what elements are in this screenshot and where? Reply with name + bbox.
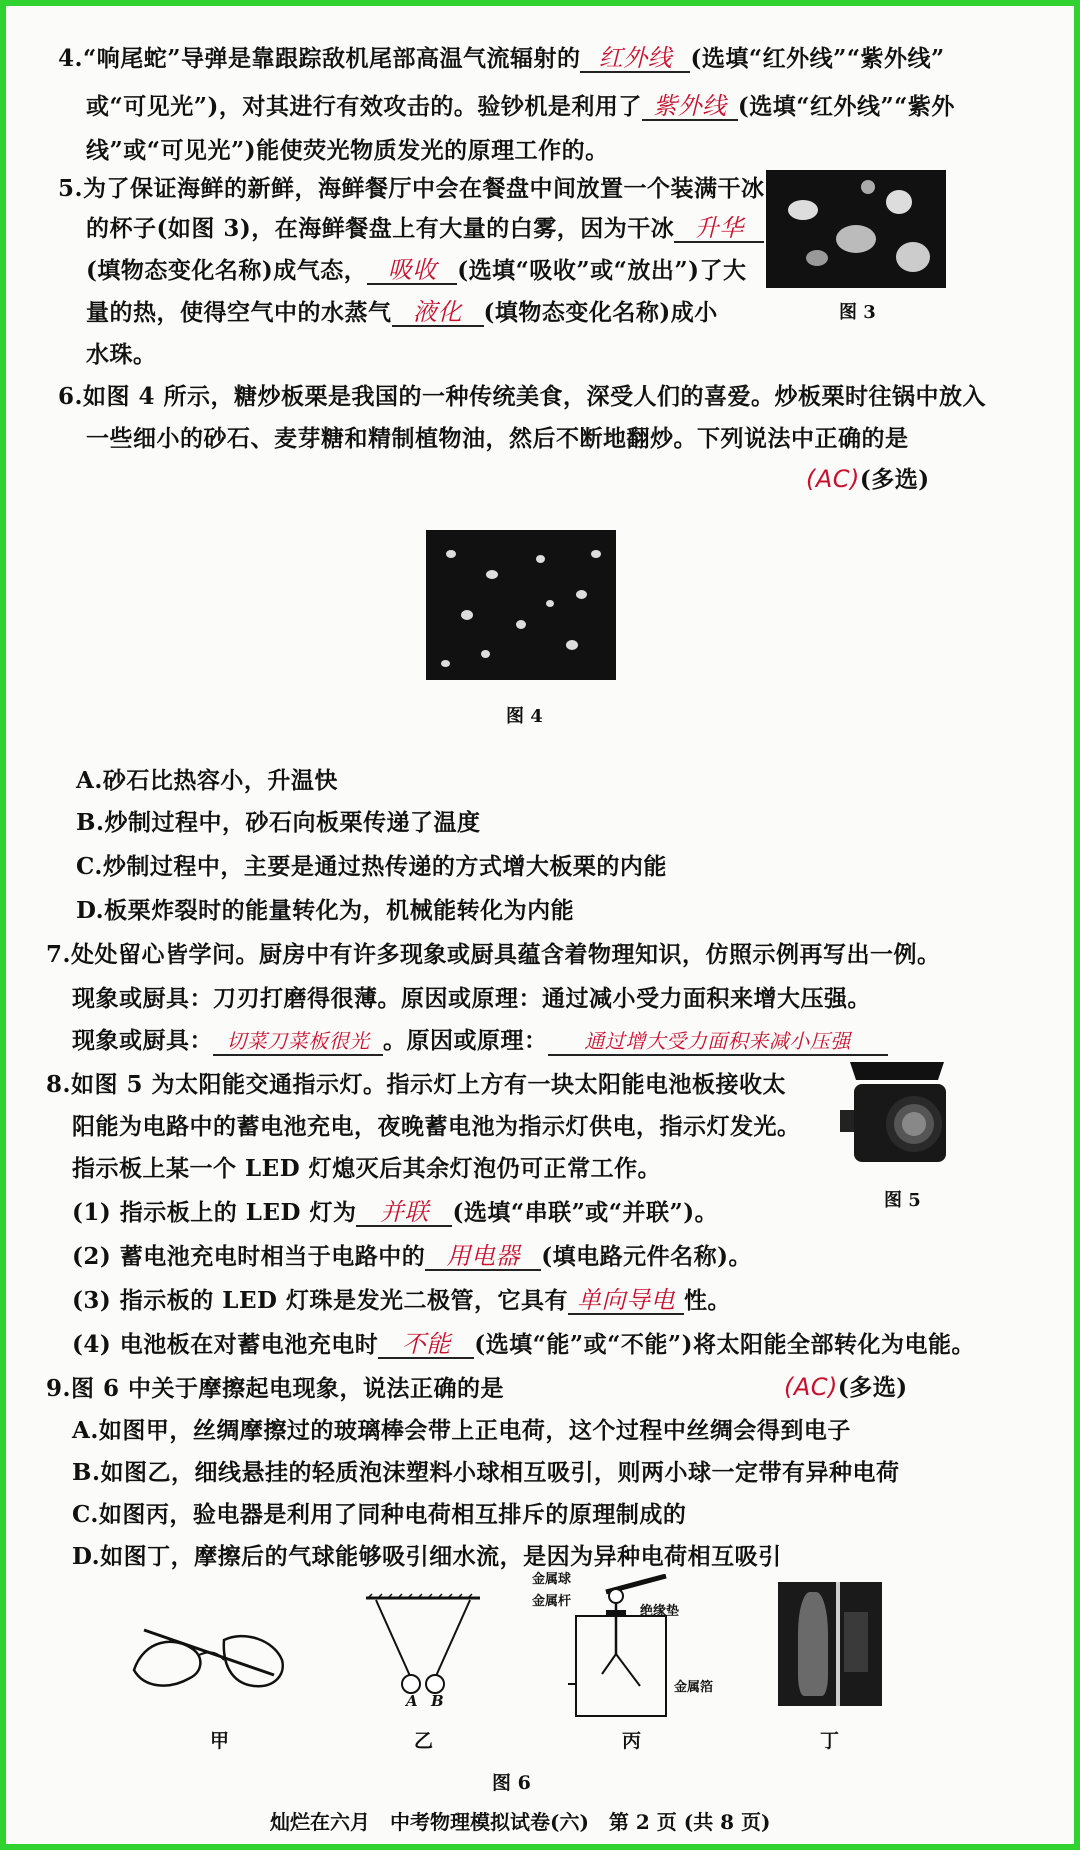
q9-option-d: D.如图丁，摩擦后的气球能够吸引细水流，是因为异种电荷相互吸引 <box>72 1543 782 1570</box>
q4-line3: 线”或“可见光”)能使荧光物质发光的原理工作的。 <box>86 137 609 164</box>
q8-answer-2: 用电器 <box>425 1243 541 1271</box>
q6-answer-line <box>806 464 930 495</box>
q6-line1: 6.如图 4 所示，糖炒板栗是我国的一种传统美食，深受人们的喜爱。炒板栗时往锅中放入 <box>58 383 987 410</box>
q7-answer-1: 切菜刀菜板很光 <box>213 1028 383 1056</box>
figure-6-yi-hanging-balls <box>358 1592 488 1704</box>
q8-line1: 8.如图 5 为太阳能交通指示灯。指示灯上方有一块太阳能电池板接收太 <box>46 1071 787 1098</box>
q8-answer-4: 不能 <box>378 1331 474 1359</box>
q5-text: (填物态变化名称)成气态， <box>86 257 368 284</box>
q8-sub2 <box>72 1242 752 1272</box>
figure-6-label-yi: 乙 <box>414 1730 434 1752</box>
q9-option-c: C.如图丙，验电器是利用了同种电荷相互排斥的原理制成的 <box>72 1501 687 1528</box>
page-footer: 灿烂在六月 中考物理模拟试卷(六) 第 2 页 (共 8 页) <box>270 1810 771 1834</box>
q5-line3 <box>86 256 746 286</box>
figure-3-photo <box>766 170 946 288</box>
q5-answer-2: 吸收 <box>367 257 457 285</box>
figure-4-photo <box>426 530 616 680</box>
ball-b-label: B <box>431 1692 444 1710</box>
q6-option-a: A.砂石比热容小，升温快 <box>76 767 338 794</box>
q6-line2: 一些细小的砂石、麦芽糖和精制植物油，然后不断地翻炒。下列说法中正确的是 <box>86 425 909 452</box>
q8-text: (填电路元件名称)。 <box>541 1243 753 1270</box>
figure-6-jia-rubbing-rod <box>124 1600 294 1700</box>
q7-text: 。原因或原理： <box>383 1027 548 1054</box>
q5-line4 <box>86 298 718 328</box>
q7-line2: 现象或厨具：刀刃打磨得很薄。原因或原理：通过减小受力面积来增大压强。 <box>72 985 871 1012</box>
q5-text: 量的热，使得空气中的水蒸气 <box>86 299 392 326</box>
q5-text: 的杯子(如图 3)，在海鲜餐盘上有大量的白雾，因为干冰 <box>86 215 675 242</box>
q5-text: (填物态变化名称)成小 <box>483 299 718 326</box>
q4-line2 <box>86 92 955 122</box>
q4-text: 4.“响尾蛇”导弹是靠跟踪敌机尾部高温气流辐射的 <box>58 45 581 72</box>
q7-line3 <box>72 1026 888 1056</box>
q4-line1 <box>58 44 945 74</box>
label-metal-ball: 金属球 <box>532 1572 572 1587</box>
q9-line1: 9.图 6 中关于摩擦起电现象，说法正确的是 <box>46 1375 505 1402</box>
q9-option-b: B.如图乙，细线悬挂的轻质泡沫塑料小球相互吸引，则两小球一定带有异种电荷 <box>72 1459 900 1486</box>
figure-6-label-ding: 丁 <box>820 1730 840 1752</box>
q4-answer-2: 紫外线 <box>642 93 738 121</box>
q5-answer-1: 升华 <box>674 215 764 243</box>
q8-text: (选填“串联”或“并联”)。 <box>452 1199 719 1226</box>
q5-line5: 水珠。 <box>86 341 157 368</box>
q9-answer-line <box>784 1372 908 1403</box>
q6-option-d: D.板栗炸裂时的能量转化为，机械能转化为内能 <box>76 897 575 924</box>
q5-answer-3: 液化 <box>392 299 484 327</box>
label-insulating-pad: 绝缘垫 <box>640 1604 680 1619</box>
q8-sub4 <box>72 1330 975 1360</box>
figure-6-bing-electroscope <box>566 1574 676 1722</box>
q5-line1: 5.为了保证海鲜的新鲜，海鲜餐厅中会在餐盘中间放置一个装满干冰 <box>58 175 765 202</box>
figure-4-caption: 图 4 <box>506 706 543 727</box>
q8-text: 性。 <box>683 1287 731 1314</box>
q5-text: (选填“吸收”或“放出”)了大 <box>457 257 747 284</box>
q8-text: (4) 电池板在对蓄电池充电时 <box>72 1331 379 1358</box>
figure-5-caption: 图 5 <box>884 1190 921 1211</box>
q8-text: (3) 指示板的 LED 灯珠是发光二极管，它具有 <box>72 1287 568 1314</box>
q8-line3: 指示板上某一个 LED 灯熄灭后其余灯泡仍可正常工作。 <box>72 1155 662 1182</box>
figure-6-label-jia: 甲 <box>210 1730 230 1752</box>
q8-sub1 <box>72 1198 718 1228</box>
ball-a-label: A <box>406 1692 418 1710</box>
q4-answer-1: 红外线 <box>580 45 690 73</box>
q8-sub3 <box>72 1286 731 1316</box>
q8-text: (选填“能”或“不能”)将太阳能全部转化为电能。 <box>474 1331 975 1358</box>
q7-text: 现象或厨具： <box>72 1027 213 1054</box>
q8-text: (2) 蓄电池充电时相当于电路中的 <box>72 1243 426 1270</box>
figure-6-ding-photo <box>778 1582 882 1706</box>
q4-text: (选填“红外线”“紫外线” <box>690 45 945 72</box>
q7-answer-2: 通过增大受力面积来减小压强 <box>548 1028 888 1056</box>
q4-text: 或“可见光”)，对其进行有效攻击的。验钞机是利用了 <box>86 93 642 120</box>
figure-6-caption: 图 6 <box>492 1772 531 1794</box>
label-metal-foil: 金属箔 <box>674 1680 714 1695</box>
q6-option-c: C.炒制过程中，主要是通过热传递的方式增大板栗的内能 <box>76 853 667 880</box>
q9-multi-note: (多选) <box>837 1374 908 1401</box>
exam-page <box>6 6 1074 1844</box>
q8-text: (1) 指示板上的 LED 灯为 <box>72 1199 357 1226</box>
q9-option-a: A.如图甲，丝绸摩擦过的玻璃棒会带上正电荷，这个过程中丝绸会得到电子 <box>72 1417 851 1444</box>
figure-3-caption: 图 3 <box>839 302 876 323</box>
label-metal-rod: 金属杆 <box>532 1594 572 1609</box>
figure-5-traffic-light <box>832 1054 962 1172</box>
q8-answer-1: 并联 <box>356 1199 452 1227</box>
q7-line1: 7.处处留心皆学问。厨房中有许多现象或厨具蕴含着物理知识，仿照示例再写出一例。 <box>46 941 941 968</box>
q5-line2 <box>86 214 764 244</box>
q6-answer: (AC) <box>806 465 860 493</box>
q6-multi-note: (多选) <box>859 466 930 493</box>
q8-line2: 阳能为电路中的蓄电池充电，夜晚蓄电池为指示灯供电，指示灯发光。 <box>72 1113 801 1140</box>
q6-option-b: B.炒制过程中，砂石向板栗传递了温度 <box>76 809 481 836</box>
figure-6-label-bing: 丙 <box>622 1730 642 1752</box>
q4-text: (选填“红外线”“紫外 <box>737 93 955 120</box>
q8-answer-3: 单向导电 <box>568 1287 684 1315</box>
q9-answer: (AC) <box>784 1373 838 1401</box>
